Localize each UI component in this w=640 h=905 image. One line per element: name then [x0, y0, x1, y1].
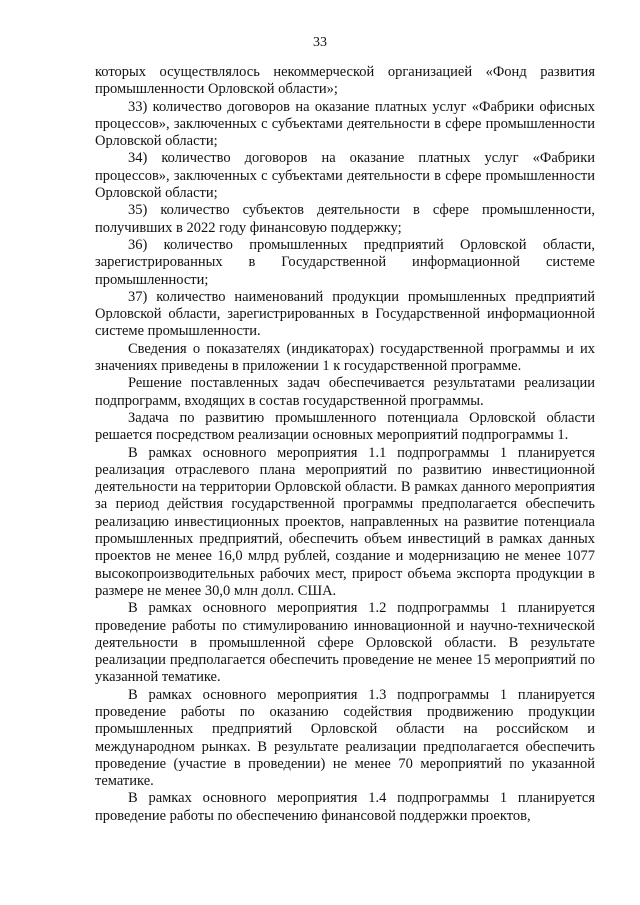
paragraph-continuation: которых осуществлялось некоммерческой организацией «Фонд развития промышленности Орловской области»; — [95, 64, 595, 98]
paragraph-measure-1-3: В рамках основного мероприятия 1.3 подпрограммы 1 планируется проведение работы по оказанию содействия продвижению продукции промышленных предприятий Орловской области на российском и международном рынках. В результате реализации предполагается обеспечить проведение (участие в проведении) не менее 70 мероприятий по указанной тематике. — [95, 686, 595, 790]
list-item-35: 35) количество субъектов деятельности в сфере промышленности, получивших в 2022 году финансовую поддержку; — [95, 202, 595, 236]
paragraph-measure-1-1: В рамках основного мероприятия 1.1 подпрограммы 1 планируется реализация отраслевого плана мероприятий по развитию инвестиционной деятельности на территории Орловской области. В рамках данного мероприятия за период действия государственной программы предполагается обеспечить реализацию инвестиционных проектов, направленных на развитие потенциала промышленных предприятий, обеспечить объем инвестиций в рамках данных проектов не менее 16,0 млрд рублей, создание и модернизацию не менее 1077 высокопроизводительных рабочих мест, прирост объема экспорта продукции в размере не менее 30,0 млн долл. США. — [95, 444, 595, 599]
list-item-37: 37) количество наименований продукции промышленных предприятий Орловской области, зарегистрированных в Государственной информационной системе промышленности. — [95, 288, 595, 340]
list-item-34: 34) количество договоров на оказание платных услуг «Фабрики процессов», заключенных с субъектами деятельности в сфере промышленности Орловской области; — [95, 150, 595, 202]
paragraph-industrial-potential: Задача по развитию промышленного потенциала Орловской области решается посредством реализации основных мероприятий подпрограммы 1. — [95, 409, 595, 444]
paragraph-measure-1-2: В рамках основного мероприятия 1.2 подпрограммы 1 планируется проведение работы по стимулированию инновационной и научно-технической деятельности в промышленной сфере Орловской области. В результате реализации предполагается обеспечить проведение не менее 15 мероприятий по указанной тематике. — [95, 600, 595, 686]
paragraph-measure-1-4: В рамках основного мероприятия 1.4 подпрограммы 1 планируется проведение работы по обеспечению финансовой поддержки проектов, — [95, 790, 595, 824]
document-body — [95, 64, 595, 825]
page-number: 33 — [313, 35, 327, 50]
paragraph-indicators: Сведения о показателях (индикаторах) государственной программы и их значениях приведены в приложении 1 к государственной программе. — [95, 340, 595, 375]
list-item-36: 36) количество промышленных предприятий Орловской области, зарегистрированных в Государственной информационной системе промышленности; — [95, 236, 595, 288]
list-item-33: 33) количество договоров на оказание платных услуг «Фабрики офисных процессов», заключенных с субъектами деятельности в сфере промышленности Орловской области; — [95, 98, 595, 150]
paragraph-tasks-solution: Решение поставленных задач обеспечивается результатами реализации подпрограмм, входящих в состав государственной программы. — [95, 375, 595, 409]
